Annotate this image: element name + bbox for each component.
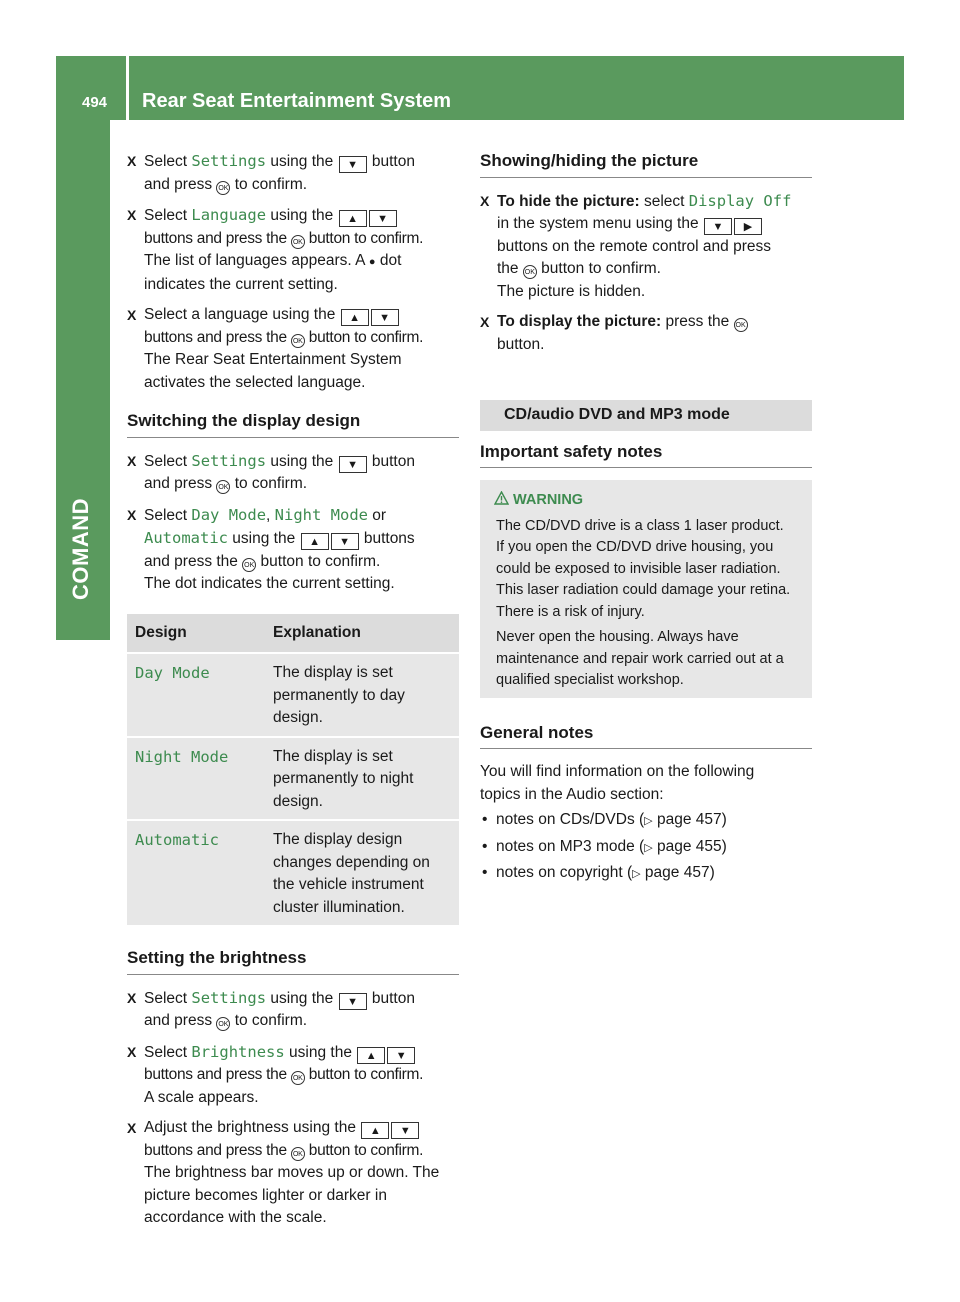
text: dot — [375, 252, 402, 269]
page-ref-arrow-icon: ▷ — [644, 815, 653, 827]
text: notes on MP3 mode ( — [496, 837, 645, 855]
text: button. — [497, 335, 545, 353]
menu-item-code: Day Mode — [191, 505, 267, 524]
text: Select a language using the — [144, 306, 340, 323]
step-marker: X — [127, 153, 137, 169]
design-code: Automatic — [135, 831, 219, 849]
up-key-icon: ▲ — [301, 533, 329, 550]
text: This laser radiation could damage your retina. — [496, 582, 791, 598]
text: buttons and press the — [144, 328, 291, 346]
page-reference-link[interactable]: page 457 — [644, 864, 710, 881]
warning-paragraph — [496, 516, 804, 624]
table-row — [127, 820, 459, 925]
step-marker: X — [480, 314, 490, 330]
text: indicates the current setting. — [144, 275, 338, 293]
down-key-icon: ▼ — [339, 156, 367, 173]
text: and press — [144, 1012, 217, 1029]
down-key-icon: ▼ — [387, 1047, 415, 1064]
warning-triangle-icon — [494, 491, 509, 505]
text: , — [266, 506, 271, 524]
text: The picture is hidden. — [497, 282, 646, 300]
ok-button-icon: OK — [216, 181, 230, 195]
text: Never open the housing. Always have — [496, 629, 739, 645]
step-marker: X — [480, 192, 490, 209]
step-select-mode — [127, 504, 459, 596]
chapter-bar: CD/audio DVD and MP3 mode — [480, 400, 812, 431]
text: accordance with the scale. — [144, 1209, 327, 1226]
up-key-icon: ▲ — [357, 1047, 385, 1064]
table-cell-text: The display design — [273, 831, 403, 848]
menu-item-code: Automatic — [144, 529, 228, 547]
text: using the — [228, 530, 300, 547]
text: button to confirm. — [304, 1066, 424, 1083]
text: button to confirm. — [256, 552, 381, 570]
text: notes on CDs/DVDs ( — [496, 811, 645, 828]
down-key-icon: ▼ — [369, 210, 397, 227]
right-key-icon: ▶ — [734, 218, 762, 235]
down-key-icon: ▼ — [391, 1122, 419, 1139]
text: Select — [144, 452, 192, 470]
ok-button-icon: OK — [734, 318, 748, 332]
up-key-icon: ▲ — [339, 210, 367, 227]
text: buttons and press the — [144, 1141, 291, 1159]
table-row — [127, 737, 459, 821]
text: The CD/DVD drive is a class 1 laser product. — [496, 517, 784, 534]
text: Select — [144, 153, 192, 170]
table-cell-text: design. — [273, 792, 323, 810]
warning-paragraph — [496, 627, 804, 692]
text: The Rear Seat Entertainment System — [144, 351, 402, 368]
ok-button-icon: OK — [242, 558, 256, 572]
text: and press — [144, 175, 217, 193]
ok-button-icon: OK — [216, 480, 230, 494]
text: topics in the Audio section: — [480, 785, 664, 803]
ok-button-icon: OK — [216, 1017, 230, 1031]
text: and press the — [144, 552, 243, 570]
text: The list of languages appears. A — [144, 252, 369, 269]
page-title: Rear Seat Entertainment System — [142, 90, 452, 112]
text: qualified specialist workshop. — [496, 672, 684, 688]
list-item — [480, 836, 812, 860]
table-row — [127, 653, 459, 737]
menu-item-code: Settings — [191, 152, 267, 170]
step-choose-language — [127, 304, 459, 394]
section-heading: Switching the display design — [127, 410, 459, 438]
dot-icon: ● — [368, 256, 376, 268]
ok-button-icon: OK — [291, 334, 305, 348]
text: There is a risk of injury. — [496, 603, 645, 620]
step-adjust-brightness — [127, 1117, 459, 1230]
text: Select — [144, 1043, 192, 1061]
text: button to confirm. — [304, 229, 424, 247]
text: ) — [709, 864, 715, 881]
design-table — [127, 614, 459, 926]
section-heading: Important safety notes — [480, 441, 812, 469]
step-hide-picture — [480, 190, 812, 304]
right-column — [480, 150, 812, 889]
section-heading: Setting the brightness — [127, 947, 459, 975]
text: maintenance and repair work carried out at a — [496, 650, 784, 667]
down-key-icon: ▼ — [704, 218, 732, 235]
step-select-language — [127, 204, 459, 296]
table-cell-text: cluster illumination. — [273, 898, 405, 916]
text: button to confirm. — [304, 1141, 424, 1159]
text: using the — [266, 153, 338, 170]
text: and press — [144, 475, 217, 492]
step-marker: X — [127, 307, 137, 323]
table-header-row — [127, 614, 459, 654]
menu-item-code: Settings — [191, 988, 267, 1007]
ok-button-icon: OK — [291, 1147, 305, 1161]
page-ref-arrow-icon: ▷ — [644, 841, 653, 854]
bullet: • — [482, 837, 488, 855]
table-cell-text: the vehicle instrument — [273, 876, 424, 893]
step-marker: X — [127, 989, 137, 1006]
down-key-icon: ▼ — [339, 456, 367, 473]
step-marker: X — [127, 506, 137, 523]
step-marker: X — [127, 1120, 137, 1136]
menu-item-code: Display Off — [688, 191, 792, 210]
text: to confirm. — [230, 175, 308, 193]
text: buttons on the remote control and press — [497, 237, 771, 255]
text: or — [368, 506, 387, 524]
text: A scale appears. — [144, 1088, 259, 1106]
bullet: • — [482, 864, 488, 881]
text: the — [497, 260, 523, 277]
list-item — [480, 809, 812, 833]
menu-item-code: Language — [191, 206, 267, 224]
step-marker: X — [127, 452, 137, 469]
text: Select — [144, 989, 192, 1007]
text: Adjust the brightness using the — [144, 1119, 361, 1136]
text: picture becomes lighter or darker in — [144, 1186, 387, 1204]
text: ) — [721, 837, 727, 855]
down-key-icon: ▼ — [331, 533, 359, 550]
page-ref-arrow-icon: ▷ — [632, 868, 641, 880]
step-display-picture — [480, 311, 812, 356]
text: using the — [266, 989, 338, 1007]
side-tab-label: COMAND — [68, 498, 93, 600]
page-reference-link[interactable]: page 455 — [656, 837, 722, 855]
step-select-brightness — [127, 1041, 459, 1110]
text: Select — [144, 506, 192, 524]
step-select-settings — [127, 450, 459, 496]
text: If you open the CD/DVD drive housing, you — [496, 539, 774, 555]
text: The brightness bar moves up or down. The — [144, 1164, 440, 1181]
text: To display the picture: — [497, 313, 662, 330]
design-code: Night Mode — [135, 747, 229, 766]
table-cell-text: The display is set — [273, 664, 393, 681]
text: activates the selected language. — [144, 373, 366, 391]
design-code: Day Mode — [135, 664, 210, 682]
text: using the — [284, 1043, 357, 1061]
page-header — [56, 56, 904, 120]
section-heading: General notes — [480, 722, 812, 750]
text: to confirm. — [230, 1012, 308, 1029]
text: button — [367, 989, 415, 1007]
text: You will find information on the following — [480, 763, 755, 780]
text: button — [367, 452, 415, 470]
text: button to confirm. — [536, 260, 661, 277]
list-item — [480, 862, 812, 886]
page-number: 494 — [82, 94, 108, 111]
text: in the system menu using the — [497, 215, 703, 232]
text: ) — [721, 811, 727, 828]
table-cell-text: permanently to night — [273, 770, 414, 787]
up-key-icon: ▲ — [341, 309, 369, 326]
text: To hide the picture: — [497, 192, 640, 210]
warning-box — [480, 480, 812, 698]
text: Select — [144, 207, 192, 224]
step-marker: X — [127, 207, 137, 223]
left-column — [127, 150, 459, 1238]
column-header: Explanation — [265, 614, 459, 654]
page-reference-link[interactable]: page 457 — [656, 811, 722, 828]
text: notes on copyright ( — [496, 864, 633, 881]
bullet: • — [482, 811, 488, 828]
section-heading: Showing/hiding the picture — [480, 150, 812, 178]
table-cell-text: design. — [273, 709, 323, 726]
text: to confirm. — [230, 475, 308, 492]
intro-paragraph — [480, 761, 812, 806]
table-cell-text: The display is set — [273, 747, 393, 765]
menu-item-code: Night Mode — [274, 505, 368, 524]
ok-button-icon: OK — [523, 265, 537, 279]
text: buttons and press the — [144, 229, 291, 247]
menu-item-code: Settings — [191, 451, 267, 470]
table-cell-text: permanently to day — [273, 686, 405, 704]
warning-title: WARNING — [513, 492, 584, 508]
table-cell-text: changes depending on — [273, 853, 430, 871]
text: button to confirm. — [304, 328, 424, 346]
step-marker: X — [127, 1043, 137, 1060]
step-select-settings — [127, 150, 459, 196]
text: select — [639, 192, 689, 210]
text: press the — [661, 313, 734, 330]
text: using the — [266, 207, 338, 224]
down-key-icon: ▼ — [339, 993, 367, 1010]
text: buttons and press the — [144, 1066, 291, 1083]
text: could be exposed to invisible laser radiation. — [496, 560, 781, 577]
text: using the — [266, 452, 338, 470]
menu-item-code: Brightness — [191, 1042, 285, 1061]
text: buttons — [359, 530, 415, 547]
column-header: Design — [127, 614, 265, 654]
header-divider — [126, 56, 129, 120]
step-select-settings — [127, 987, 459, 1033]
up-key-icon: ▲ — [361, 1122, 389, 1139]
text: button — [367, 153, 415, 170]
side-tab — [56, 120, 110, 640]
ok-button-icon: OK — [291, 1071, 305, 1085]
down-key-icon: ▼ — [371, 309, 399, 326]
text: The dot indicates the current setting. — [144, 575, 395, 592]
ok-button-icon: OK — [291, 235, 305, 249]
